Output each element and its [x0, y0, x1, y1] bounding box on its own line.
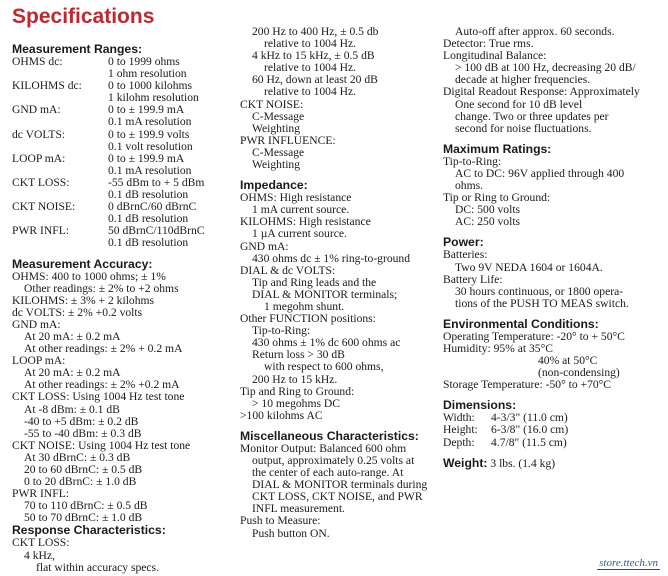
spec-line: Tip-to-Ring: [443, 154, 502, 168]
spec-line: Auto-off after approx. 60 seconds. [455, 25, 615, 38]
spec-line: Push button ON. [252, 526, 330, 540]
spec-line: OHMS: High resistance [240, 191, 352, 205]
spec-line: second for noise fluctuations. [455, 121, 592, 135]
spec-line: LOOP mA: [12, 354, 66, 368]
spec-line: 50 to 70 dBrnC: ± 1.0 dB [24, 511, 143, 525]
spec-line: 1 mA current source. [252, 203, 350, 217]
dimension-value: 6-3/8" (16.0 cm) [491, 423, 569, 437]
spec-line: tions of the PUSH TO MEAS switch. [455, 296, 629, 310]
watermark: store.ttech.vn [599, 557, 658, 569]
spec-line: Detector: True rms. [443, 37, 534, 51]
spec-line: Operating Temperature: -20° to + 50°C [443, 329, 625, 343]
spec-line: 70 to 110 dBrnC: ± 0.5 dB [24, 499, 148, 513]
spec-line: dc VOLTS: ± 2% +0.2 volts [12, 305, 143, 319]
spec-line: Tip and Ring leads and the [252, 275, 377, 289]
dimension-label: Height: [443, 423, 478, 437]
spec-line: AC: 250 volts [455, 215, 521, 229]
range-label: dc VOLTS: [12, 127, 66, 141]
section-heading-ratings: Maximum Ratings: [443, 141, 552, 156]
section-heading-misc: Miscellaneous Characteristics: [240, 428, 419, 443]
weight-label: Weight: [443, 455, 488, 470]
spec-line: (non-condensing) [538, 366, 620, 380]
spec-line: 4 kHz, [24, 548, 55, 562]
range-label: GND mA: [12, 103, 61, 117]
spec-line: with respect to 600 ohms, [264, 360, 384, 374]
range-value: 0 to ± 199.9 mA [108, 151, 185, 165]
response-list [12, 537, 238, 573]
spec-line: 200 Hz to 400 Hz, ± 0.5 db [252, 25, 379, 38]
spec-line: Tip and Ring to Ground: [240, 384, 355, 398]
spec-line: CKT NOISE: [240, 97, 304, 111]
range-spacer [12, 237, 108, 249]
spec-line: the center of each auto-range. At [252, 466, 404, 480]
spec-line: Weighting [252, 121, 301, 135]
weight-line [443, 457, 667, 470]
environmental-list [443, 331, 667, 391]
spec-line: Battery Life: [443, 272, 503, 286]
spec-line: CKT LOSS: [12, 536, 70, 550]
spec-line: >100 kilohms AC [240, 408, 323, 422]
spec-line: -55 to -40 dBm: ± 0.3 dB [24, 426, 142, 440]
range-resolution-row [12, 116, 238, 128]
spec-line: CKT LOSS, CKT NOISE, and PWR [252, 490, 423, 504]
impedance-list [240, 192, 440, 422]
range-resolution: 0.1 mA resolution [108, 115, 192, 129]
spec-line: CKT LOSS: Using 1004 Hz test tone [12, 390, 185, 404]
section-heading-power: Power: [443, 235, 484, 250]
spec-line: 0 to 20 dBrnC: ± 1.0 dB [24, 475, 137, 489]
spec-line: 1 megohm shunt. [264, 299, 345, 313]
spec-line: At other readings: ± 2% +0.2 mA [24, 378, 180, 392]
spec-line: At 20 mA: ± 0.2 mA [24, 366, 121, 380]
spec-line: Push to Measure: [240, 514, 321, 528]
spec-line: DIAL & MONITOR terminals; [252, 287, 398, 301]
range-label: KILOHMS dc: [12, 79, 82, 93]
range-value: 0 to 1999 ohms [108, 55, 180, 68]
spec-line: PWR INFL: [12, 487, 70, 501]
range-label: CKT LOSS: [12, 175, 70, 189]
spec-line: Humidity: 95% at 35°C [443, 341, 553, 355]
range-value: 50 dBrnC/110dBrnC [108, 224, 205, 238]
spec-line: 200 Hz to 15 kHz. [252, 372, 338, 386]
range-resolution: 0.1 dB resolution [108, 188, 189, 202]
spec-line: 30 hours continuous, or 1800 opera- [455, 284, 624, 298]
spec-line: DIAL & dc VOLTS: [240, 263, 336, 277]
spec-line: At 30 dBrnC: ± 0.3 dB [24, 450, 131, 464]
spec-line: At -8 dBm: ± 0.1 dB [24, 402, 120, 416]
spec-line: Two 9V NEDA 1604 or 1604A. [455, 260, 603, 274]
spec-line: Storage Temperature: -50° to +70°C [443, 378, 612, 392]
column-1 [12, 43, 238, 574]
section-heading-impedance: Impedance: [240, 178, 308, 193]
range-resolution: 0.1 dB resolution [108, 236, 189, 250]
spec-line: Other FUNCTION positions: [240, 312, 376, 326]
spec-line: GND mA: [240, 239, 289, 253]
spec-line: DC: 500 volts [455, 203, 521, 217]
spec-line: 20 to 60 dBrnC: ± 0.5 dB [24, 463, 143, 476]
spec-line: AC to DC: 96V applied through 400 [455, 166, 625, 180]
spec-line: INFL measurement. [252, 502, 345, 516]
dimension-row [443, 437, 667, 449]
spec-line: 430 ohms ± 1% dc 600 ohms ac [252, 336, 401, 350]
dimension-label: Width: [443, 411, 475, 425]
spec-line: CKT NOISE: Using 1004 Hz test tone [12, 438, 191, 452]
spec-line: 40% at 50°C [538, 354, 598, 368]
section-heading-environmental: Environmental Conditions: [443, 316, 599, 331]
dimension-value: 4.7/8" (11.5 cm) [491, 435, 567, 449]
spec-line: -40 to +5 dBm: ± 0.2 dB [24, 414, 139, 428]
range-label: CKT NOISE: [12, 200, 76, 214]
spec-line: KILOHMS: High resistance [240, 215, 371, 229]
range-resolution: 0.1 volt resolution [108, 139, 193, 153]
accuracy-list [12, 271, 238, 525]
spec-line: DIAL & MONITOR terminals during [252, 478, 428, 492]
dimension-label: Depth: [443, 435, 475, 449]
misc-list [240, 443, 440, 540]
spec-line: > 10 megohms DC [252, 396, 341, 410]
range-label: PWR INFL: [12, 224, 70, 238]
spec-line: Longitudinal Balance: [443, 49, 547, 63]
spec-line: Other readings: ± 2% to +2 ohms [24, 281, 179, 295]
range-spacer [12, 116, 108, 128]
spec-line: Batteries: [443, 248, 488, 262]
spec-line: relative to 1004 Hz. [264, 85, 357, 99]
spec-line: 4 kHz to 15 kHz, ± 0.5 dB [252, 49, 375, 63]
spec-line: Tip or Ring to Ground: [443, 191, 551, 205]
range-resolution: 1 ohm resolution [108, 67, 187, 81]
range-value: 0 to 1000 kilohms [108, 79, 193, 93]
range-resolution: 1 kilohm resolution [108, 91, 199, 105]
ranges-list [12, 56, 238, 250]
spec-line: C-Message [252, 145, 305, 159]
spec-line: 1 µA current source. [252, 227, 347, 241]
range-resolution: 0.1 mA resolution [108, 163, 192, 177]
misc-continued-list [443, 26, 667, 135]
range-resolution-row [12, 237, 238, 249]
spec-line: Return loss > 30 dB [252, 348, 345, 362]
section-heading-response: Response Characteristics: [12, 523, 166, 538]
spec-line: ohms. [455, 179, 484, 193]
range-value: 0 to ± 199.9 mA [108, 103, 185, 117]
range-resolution-row [12, 141, 238, 153]
spec-line: > 100 dB at 100 Hz, decreasing 20 dB/ [455, 61, 636, 75]
range-resolution: 0.1 dB resolution [108, 212, 189, 226]
spec-line: change. Two or three updates per [455, 109, 609, 123]
dimension-row [443, 424, 667, 436]
section-heading-accuracy: Measurement Accuracy: [12, 256, 153, 271]
spec-line: flat within accuracy specs. [36, 560, 159, 574]
ratings-list [443, 156, 667, 229]
spec-line: Monitor Output: Balanced 600 ohm [240, 441, 407, 455]
power-list [443, 249, 667, 309]
spec-line: PWR INFLUENCE: [240, 133, 336, 147]
response-continued-list [240, 26, 440, 171]
column-2 [240, 26, 440, 540]
spec-line: Weighting [252, 158, 301, 172]
range-value: 0 dBrnC/60 dBrnC [108, 200, 197, 214]
spec-line: OHMS: 400 to 1000 ohms; ± 1% [12, 269, 166, 283]
range-value: 0 to ± 199.9 volts [108, 127, 190, 141]
range-spacer [12, 141, 108, 153]
range-row [12, 129, 238, 141]
weight-value: 3 lbs. (1.4 kg) [490, 456, 556, 470]
spec-line: Digital Readout Response: Approximately [443, 85, 640, 99]
spec-line: One second for 10 dB level [455, 97, 583, 111]
spec-line: decade at higher frequencies. [455, 73, 591, 87]
spec-line: relative to 1004 Hz. [264, 37, 357, 51]
spec-line: GND mA: [12, 317, 61, 331]
range-label: LOOP mA: [12, 151, 66, 165]
spec-line: C-Message [252, 109, 305, 123]
page-title: Specifications [12, 5, 155, 28]
range-value: -55 dBm to + 5 dBm [108, 175, 205, 189]
spec-line: At 20 mA: ± 0.2 mA [24, 329, 121, 343]
spec-line: Tip-to-Ring: [252, 324, 311, 338]
spec-line: 60 Hz, down at least 20 dB [252, 73, 378, 87]
spec-line: KILOHMS: ± 3% + 2 kilohms [12, 293, 155, 307]
section-heading-ranges: Measurement Ranges: [12, 42, 143, 56]
spec-line: At other readings: ± 2% + 0.2 mA [24, 342, 183, 356]
spec-line: relative to 1004 Hz. [264, 61, 357, 75]
spec-line: output, approximately 0.25 volts at [252, 454, 415, 467]
dimension-value: 4-3/3" (11.0 cm) [491, 411, 568, 425]
column-3 [443, 26, 667, 470]
range-label: OHMS dc: [12, 55, 63, 68]
spec-line: 430 ohms dc ± 1% ring-to-ground [252, 251, 411, 265]
section-heading-dimensions: Dimensions: [443, 398, 517, 413]
dimensions-list [443, 412, 667, 448]
